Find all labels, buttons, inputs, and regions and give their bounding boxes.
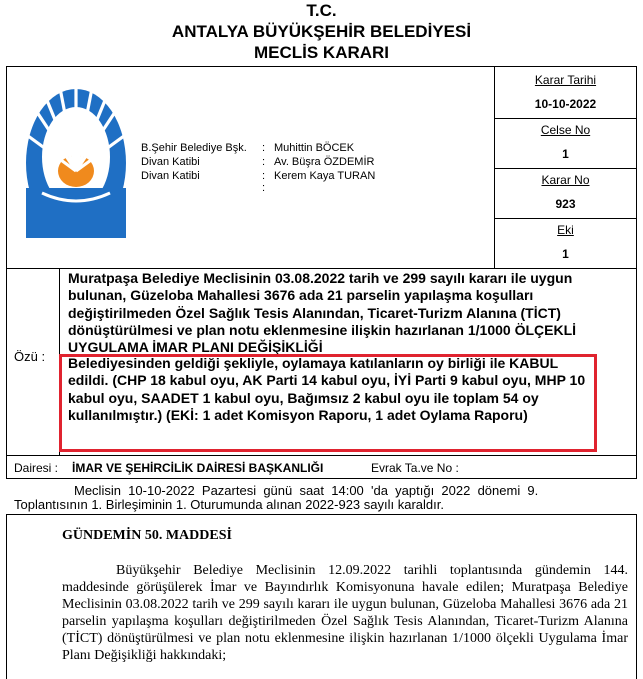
decision-date-value: 10-10-2022 (534, 97, 597, 111)
meeting-line-2: Toplantısının 1. Birleşiminin 1. Oturumunda alınan 2022-923 sayılı karaldır. (14, 497, 444, 512)
department-label: Dairesi : (14, 461, 59, 475)
signatory-name: Muhittin BÖCEK (274, 142, 355, 154)
subject-text-top: Muratpaşa Belediye Meclisinin 03.08.2022 tarih ve 299 sayılı kararı ile uygun bulunan, Güzeloba Mahallesi 3676 ada 21 parselin yapılaşma koşulları değiştirilmeden Özel Sağlık Tesis Alanından, Ticaret-Turizm Alanına (TİCT) dönüştürülmesi ve plan notu eklenmesine ilişkin hazırlanan 1/1000 ÖLÇEKLİ UYGULAMA İMAR PLANI DEĞİŞİKLİĞİ (68, 270, 577, 355)
info-divider (494, 118, 637, 119)
department-value: İMAR VE ŞEHİRCİLİK DAİRESİ BAŞKANLIĞI (72, 461, 324, 475)
signatory-sep: : (262, 170, 266, 182)
signatory-role: B.Şehir Belediye Bşk. (141, 142, 247, 154)
agenda-paragraph: Büyükşehir Belediye Meclisinin 12.09.2022 tarihli toplantısında gündemin 144. maddesinde görüşülerek İmar ve Bayındırlık Komisyonuna havale edilen; Muratpaşa Belediye Meclisinin 03.08.2022 tarih ve 299 sayılı kararı ile uygun bulunan, Güzeloba Mahallesi 3676 ada 21 parselin yapılaşma koşulları değiştirilmeden Özel Sağlık Tesis Alanından, Ticaret-Turizm Alanına (TİCT) dönüştürülmesi ve plan notu eklenmesine ilişkin hazırlanan 1/1000 ölçekli Uygulama İmar Planı Değişikliği hakkındaki; (62, 563, 628, 663)
highlight-box (59, 354, 597, 452)
agenda-title: GÜNDEMİN 50. MADDESİ (62, 528, 232, 543)
signatory-role: Divan Katibi (141, 156, 200, 168)
header-line-tc: T.C. (306, 1, 337, 20)
header-decision-title: MECLİS KARARI (253, 43, 390, 62)
decision-no-value: 923 (555, 197, 576, 211)
evrak-label: Evrak Ta.ve No : (371, 461, 459, 475)
signatory-sep: : (262, 182, 266, 194)
info-divider (494, 168, 637, 169)
subject-label: Özü : (14, 349, 46, 364)
frame-divider-dairesi (6, 455, 637, 456)
attachment-value: 1 (562, 247, 569, 261)
frame-divider-top (6, 268, 637, 269)
meeting-statement (14, 484, 614, 512)
signatory-role: Divan Katibi (141, 170, 200, 182)
signatory-sep: : (262, 142, 266, 154)
attachment-label: Eki (557, 223, 574, 237)
decision-date-label: Karar Tarihi (534, 73, 597, 87)
subject-text-highlight: Belediyesinden geldiği şekliyle, oylamaya katılanların oy birliği ile KABUL edildi. (CHP 18 kabul oyu, AK Parti 14 kabul oyu, İYİ Parti 9 kabul oyu, MHP 10 kabul oyu, SAADET 1 kabul oyu, Bağımsız 2 kabul oyu ile toplam 54 oy kullanılmıştır.) (EKİ: 1 adet Komisyon Raporu, 1 adet Oylama Raporu) (68, 355, 586, 423)
header-municipality: ANTALYA BÜYÜKŞEHİR BELEDİYESİ (171, 22, 472, 41)
antalya-logo-icon (21, 85, 131, 240)
meeting-line-1: Meclisin 10-10-2022 Pazartesi günü saat 14:00 'da yaptığı 2022 dönemi 9. (74, 483, 539, 498)
signatory-name: Av. Büşra ÖZDEMİR (274, 156, 375, 168)
signatory-name: Kerem Kaya TURAN (274, 170, 376, 182)
info-divider (494, 218, 637, 219)
session-no-label: Celse No (540, 123, 591, 137)
session-no-value: 1 (562, 147, 569, 161)
signatory-sep: : (262, 156, 266, 168)
decision-no-label: Karar No (541, 173, 590, 187)
